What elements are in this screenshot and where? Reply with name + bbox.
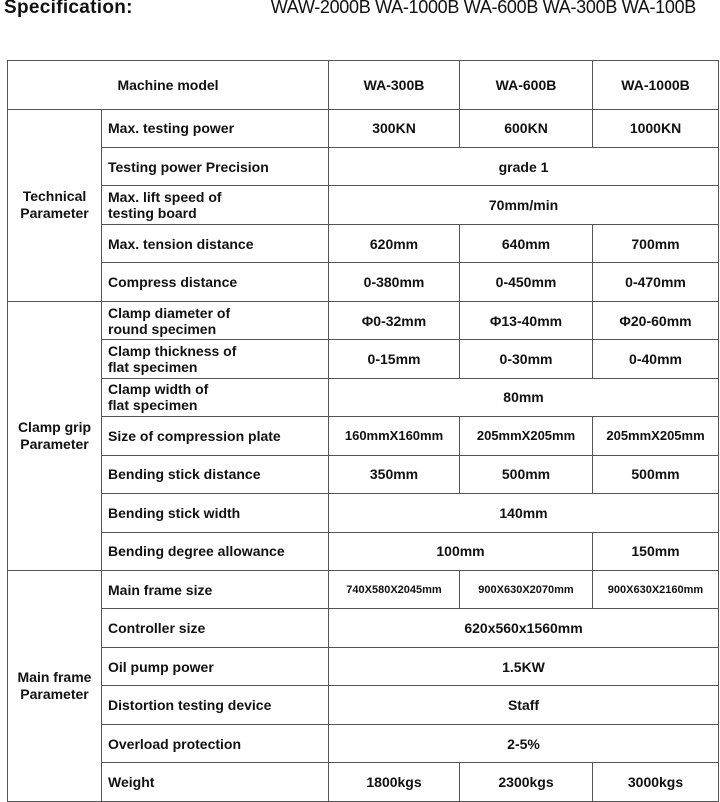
row-label: Weight bbox=[102, 763, 329, 802]
table-row bbox=[8, 378, 719, 416]
row-label: Distortion testing device bbox=[102, 686, 329, 724]
cell-value: 300KN bbox=[329, 109, 460, 147]
row-label: Bending stick distance bbox=[102, 455, 329, 493]
cell-value: 70mm/min bbox=[329, 186, 719, 224]
model-header: WA-600B bbox=[460, 61, 593, 110]
cell-value: grade 1 bbox=[329, 148, 719, 186]
cell-value: 640mm bbox=[460, 224, 593, 262]
row-label: Clamp thickness of flat specimen bbox=[102, 340, 329, 378]
table-row bbox=[8, 647, 719, 685]
table-row bbox=[8, 340, 719, 378]
group-technical: Technical Parameter bbox=[8, 109, 102, 301]
group-main-frame: Main frame Parameter bbox=[8, 571, 102, 802]
table-row bbox=[8, 532, 719, 570]
table-row bbox=[8, 455, 719, 493]
model-header: WA-1000B bbox=[593, 61, 719, 110]
cell-value: 100mm bbox=[329, 532, 593, 570]
cell-value: 1800kgs bbox=[329, 763, 460, 802]
cell-value: 80mm bbox=[329, 378, 719, 416]
cell-value: 150mm bbox=[593, 532, 719, 570]
cell-value: 3000kgs bbox=[593, 763, 719, 802]
row-label: Compress distance bbox=[102, 263, 329, 301]
cell-value: 0-470mm bbox=[593, 263, 719, 301]
cell-value: 160mmX160mm bbox=[329, 417, 460, 455]
cell-value: 700mm bbox=[593, 224, 719, 262]
cell-value: Φ13-40mm bbox=[460, 301, 593, 339]
table-row bbox=[8, 148, 719, 186]
row-label: Size of compression plate bbox=[102, 417, 329, 455]
cell-value: 140mm bbox=[329, 494, 719, 532]
row-label: Clamp diameter of round specimen bbox=[102, 301, 329, 339]
table-row bbox=[8, 417, 719, 455]
cell-value: 500mm bbox=[593, 455, 719, 493]
table-row bbox=[8, 571, 719, 609]
table-row bbox=[8, 109, 719, 147]
cell-value: 205mmX205mm bbox=[593, 417, 719, 455]
table-row bbox=[8, 186, 719, 224]
cell-value: 900X630X2070mm bbox=[460, 571, 593, 609]
header-row bbox=[8, 61, 719, 110]
cell-value: 740X580X2045mm bbox=[329, 571, 460, 609]
model-label-cell: Machine model bbox=[8, 61, 329, 110]
cell-value: 2300kgs bbox=[460, 763, 593, 802]
cell-value: 900X630X2160mm bbox=[593, 571, 719, 609]
row-label: Overload protection bbox=[102, 724, 329, 762]
cell-value: 620mm bbox=[329, 224, 460, 262]
table-row bbox=[8, 763, 719, 802]
table-row bbox=[8, 609, 719, 647]
table-row bbox=[8, 224, 719, 262]
table-row bbox=[8, 263, 719, 301]
cell-value: 0-15mm bbox=[329, 340, 460, 378]
spec-title: Specification: bbox=[4, 0, 133, 18]
group-clamp-grip: Clamp grip Parameter bbox=[8, 301, 102, 570]
row-label: Clamp width of flat specimen bbox=[102, 378, 329, 416]
row-label: Bending stick width bbox=[102, 494, 329, 532]
cell-value: 620x560x1560mm bbox=[329, 609, 719, 647]
cell-value: 0-30mm bbox=[460, 340, 593, 378]
table-row bbox=[8, 494, 719, 532]
cell-value: 600KN bbox=[460, 109, 593, 147]
model-header: WA-300B bbox=[329, 61, 460, 110]
row-label: Oil pump power bbox=[102, 647, 329, 685]
row-label: Main frame size bbox=[102, 571, 329, 609]
table-row bbox=[8, 724, 719, 762]
cell-value: Φ20-60mm bbox=[593, 301, 719, 339]
model-list: WAW-2000B WA-1000B WA-600B WA-300B WA-100B bbox=[270, 0, 696, 17]
cell-value: 0-40mm bbox=[593, 340, 719, 378]
cell-value: 1000KN bbox=[593, 109, 719, 147]
cell-value: Φ0-32mm bbox=[329, 301, 460, 339]
table-row bbox=[8, 686, 719, 724]
cell-value: 350mm bbox=[329, 455, 460, 493]
row-label: Max. tension distance bbox=[102, 224, 329, 262]
cell-value: 1.5KW bbox=[329, 647, 719, 685]
row-label: Max. testing power bbox=[102, 109, 329, 147]
cell-value: Staff bbox=[329, 686, 719, 724]
cell-value: 0-380mm bbox=[329, 263, 460, 301]
row-label: Max. lift speed of testing board bbox=[102, 186, 329, 224]
cell-value: 500mm bbox=[460, 455, 593, 493]
cell-value: 205mmX205mm bbox=[460, 417, 593, 455]
row-label: Testing power Precision bbox=[102, 148, 329, 186]
table-row bbox=[8, 301, 719, 339]
cell-value: 0-450mm bbox=[460, 263, 593, 301]
spec-table bbox=[7, 60, 719, 802]
cell-value: 2-5% bbox=[329, 724, 719, 762]
row-label: Bending degree allowance bbox=[102, 532, 329, 570]
row-label: Controller size bbox=[102, 609, 329, 647]
